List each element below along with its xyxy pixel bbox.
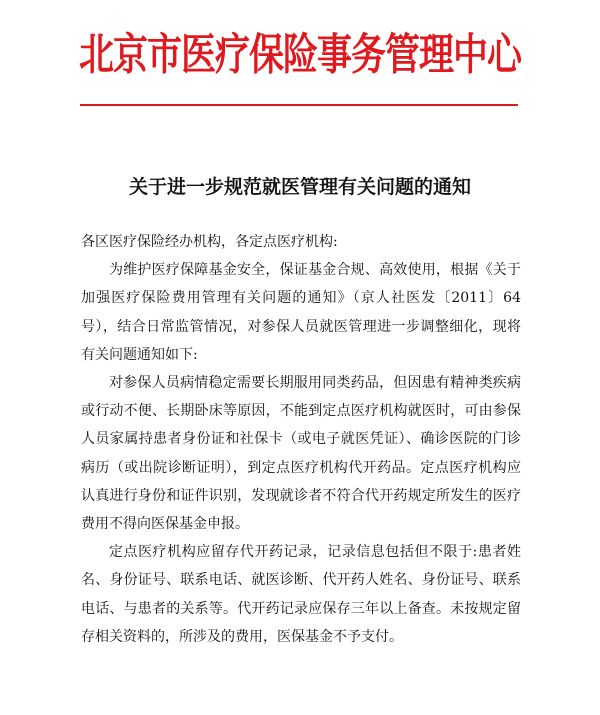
masthead-red-rule xyxy=(80,104,518,106)
paragraph-intro: 为维护医疗保障基金安全，保证基金合规、高效使用，根据《关于加强医疗保险费用管理有关问题的通知》（京人社医发〔2011〕64号），结合日常监管情况，对参保人员就医管理进一步调整细化，现将有关问题通知如下: xyxy=(81,262,521,363)
salutation: 各区医疗保险经办机构，各定点医疗机构: xyxy=(81,234,338,250)
paragraph-proxy-prescription: 对参保人员病情稳定需要长期服用同类药品，但因患有精神类疾病或行动不便、长期卧床等原因，不能到定点医疗机构就医时，可由参保人员家属持患者身份证和社保卡（或电子就医凭证）、确诊医院的门诊病历（或出院诊断证明），到定点医疗机构代开药品。定点医疗机构应认真进行身份和证件识别，发现就诊者不符合代开药规定所发生的医疗费用不得向医保基金申报。 xyxy=(81,375,521,533)
document-title: 关于进一步规范就医管理有关问题的通知 xyxy=(128,176,471,198)
document-body xyxy=(81,228,521,651)
masthead-organization: 北京市医疗保险事务管理中心 xyxy=(78,30,521,81)
paragraph-record-keeping: 定点医疗机构应留存代开药记录，记录信息包括但不限于:患者姓名、身份证号、联系电话、就医诊断、代开药人姓名、身份证号、联系电话、与患者的关系等。代开药记录应保存三年以上备查。未按规定留存相关资料的，所涉及的费用，医保基金不予支付。 xyxy=(81,544,521,645)
